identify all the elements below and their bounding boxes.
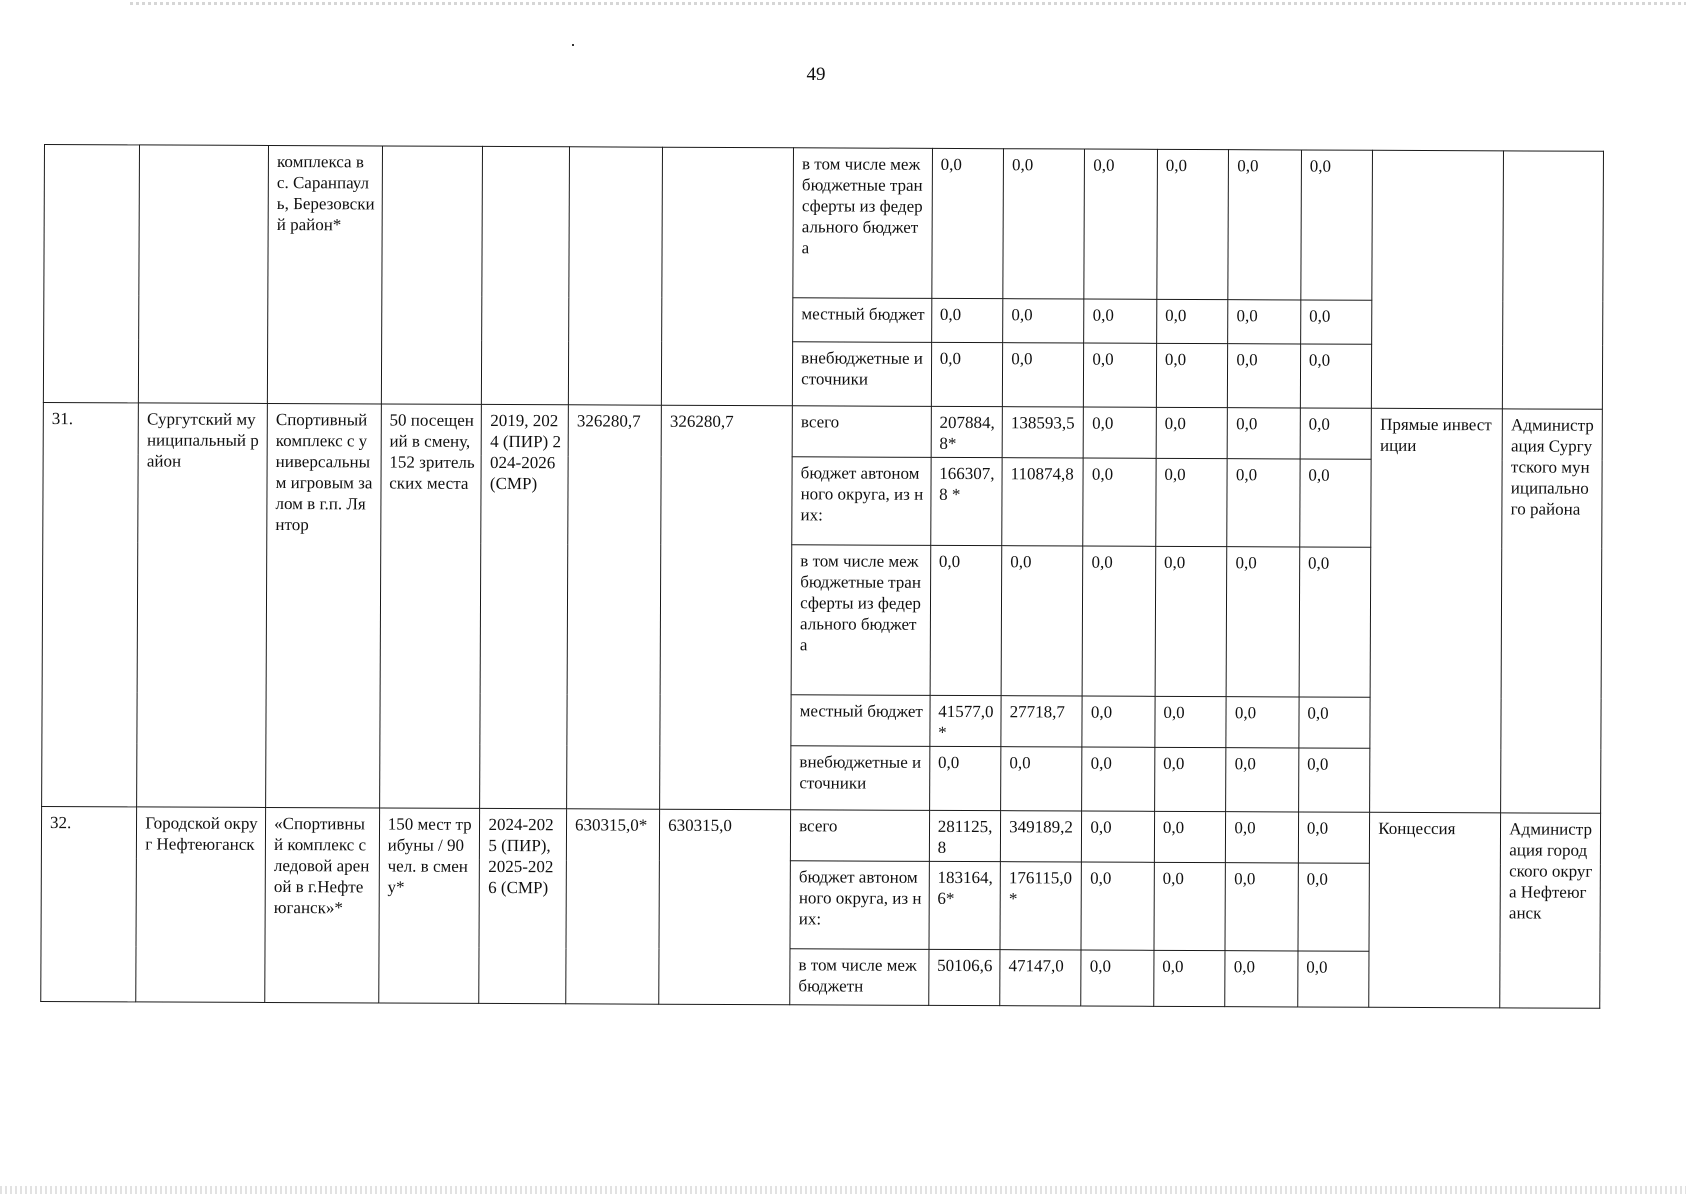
finance-value: 0,0 [932,148,1004,298]
finance-value: 47147,0 [1000,950,1081,1006]
finance-value: 0,0 [1300,300,1372,344]
finance-value: 0,0 [1157,299,1229,343]
finance-value: 138593,5 [1002,407,1083,458]
finance-value: 166307,8 * [930,457,1002,545]
finance-value: 0,0 [1156,407,1228,458]
row-number: 32. [41,806,137,1001]
finance-value: 0,0 [1081,862,1154,950]
finance-source-label: бюджет автономного округа, из них: [790,861,929,950]
finance-source-label: внебюджетные источники [791,746,930,811]
finance-value: 176115,0* [1000,862,1082,950]
finance-value: 0,0 [1300,408,1372,459]
capacity: 50 посещений в смену, 152 зрительских места [379,404,481,808]
object-name: Спортивный комплекс с универсальным игровым залом в г.п. Лянтор [266,403,381,807]
investment-mechanism: Прямые инвестиции [1370,408,1503,813]
finance-source-label: бюджет автономного округа, из них: [792,457,931,546]
finance-source-label: в том числе межбюджетные трансферты из федерального бюджета [793,148,932,299]
table-row [44,145,1604,302]
finance-value: 0,0 [1083,458,1156,546]
finance-source-label: местный бюджет [793,298,932,343]
finance-value: 0,0 [1155,546,1227,696]
investment-mechanism: Концессия [1369,812,1501,1008]
responsible-body [1503,151,1604,409]
capacity: 150 мест трибуны / 90 чел. в смену* [379,808,481,1003]
finance-value: 0,0 [1228,150,1301,300]
finance-source-label: внебюджетные источники [792,342,931,407]
remaining-cost [662,147,794,406]
scan-artifact-top [130,2,1686,5]
years: 2019, 2024 (ПИР) 2024-2026 (СМР) [480,404,568,808]
object-name: комплекса в с. Саранпауль, Березовский район* [267,145,382,403]
finance-value: 0,0 [929,746,1001,810]
finance-value: 281125,8 [929,810,1001,861]
years: 2024-2025 (ПИР), 2025-2026 (СМР) [479,808,566,1003]
finance-value: 0,0 [1082,696,1155,747]
municipality: Городской округ Нефтеюганск [136,807,266,1003]
finance-value: 0,0 [1298,951,1370,1007]
finance-value: 0,0 [1084,299,1157,343]
capacity [381,146,483,404]
finance-source-label: в том числе межбюджетн [790,949,929,1006]
remaining-cost: 326280,7 [660,405,793,810]
finance-value: 0,0 [1301,150,1373,300]
finance-value: 0,0 [1227,459,1300,547]
finance-value: 0,0 [1299,547,1371,697]
finance-value: 0,0 [1154,747,1226,811]
finance-value: 0,0 [1157,149,1229,299]
row-number: 31. [42,402,139,806]
responsible-body: Администрация Сургутского муниципального района [1501,409,1602,813]
finance-value: 110874,8 [1002,458,1084,546]
finance-value: 0,0 [1226,697,1299,748]
remaining-cost: 630315,0 [659,809,791,1005]
finance-value: 0,0 [1154,811,1226,862]
finance-value: 0,0 [1154,950,1226,1006]
finance-value: 27718,7 [1001,696,1082,747]
finance-value: 0,0 [1226,748,1299,812]
finance-value: 0,0 [1226,547,1299,697]
row-number [43,145,139,403]
budget-table [40,144,1604,1009]
finance-value: 0,0 [1298,863,1370,951]
finance-value: 0,0 [1082,811,1155,862]
table-body [41,145,1604,1009]
finance-value: 207884,8* [931,406,1003,457]
finance-value: 349189,2 [1001,811,1082,862]
finance-source-label: всего [791,810,930,862]
finance-value: 0,0 [1228,300,1301,344]
finance-value: 0,0 [1001,747,1082,811]
finance-value: 50106,6 [928,949,1000,1005]
finance-value: 0,0 [1156,343,1228,407]
finance-value: 0,0 [1003,299,1084,343]
finance-value: 0,0 [1298,748,1370,812]
finance-value: 0,0 [1300,344,1372,408]
finance-value: 0,0 [930,545,1002,695]
finance-value: 0,0 [1228,344,1301,408]
finance-value: 0,0 [1082,747,1155,811]
finance-value: 0,0 [1300,459,1372,547]
finance-value: 0,0 [1227,408,1300,459]
finance-value: 0,0 [1154,862,1226,950]
finance-source-label: в том числе межбюджетные трансферты из федерального бюджета [791,545,930,696]
finance-value: 183164,6* [929,861,1001,949]
municipality: Сургутский муниципальный район [137,403,268,808]
scan-speck [572,44,574,46]
investment-mechanism [1372,150,1504,409]
page-number: 49 [806,64,826,85]
finance-value: 0,0 [1003,149,1085,299]
scan-artifact-bottom [0,1186,1686,1194]
responsible-body: Администрация городского округа Нефтеюганск [1500,813,1601,1008]
finance-value: 0,0 [1084,149,1157,299]
municipality [139,145,269,404]
years [482,146,570,404]
finance-value: 0,0 [1226,812,1299,863]
finance-value: 0,0 [1082,546,1155,696]
object-name: «Спортивный комплекс с ледовой ареной в г.Нефтеюганск»* [265,807,380,1002]
table-row [43,402,1602,460]
finance-value: 0,0 [1298,812,1370,863]
finance-value: 0,0 [1156,458,1228,546]
finance-value: 0,0 [1225,863,1298,951]
total-cost: 630315,0* [566,809,660,1004]
finance-value: 0,0 [931,342,1003,406]
table-row [41,806,1600,864]
finance-value: 41577,0 * [930,695,1002,746]
finance-source-label: местный бюджет [791,695,930,747]
finance-source-label: всего [792,406,931,458]
total-cost: 326280,7 [567,405,662,809]
finance-value: 0,0 [1083,407,1156,458]
finance-value: 0,0 [1299,697,1371,748]
finance-value: 0,0 [1084,343,1157,407]
finance-value: 0,0 [1001,546,1083,696]
finance-value: 0,0 [1155,696,1227,747]
finance-value: 0,0 [1003,343,1084,407]
finance-value: 0,0 [1081,950,1154,1006]
finance-value: 0,0 [1225,951,1298,1007]
total-cost [568,147,662,405]
finance-value: 0,0 [931,298,1003,342]
